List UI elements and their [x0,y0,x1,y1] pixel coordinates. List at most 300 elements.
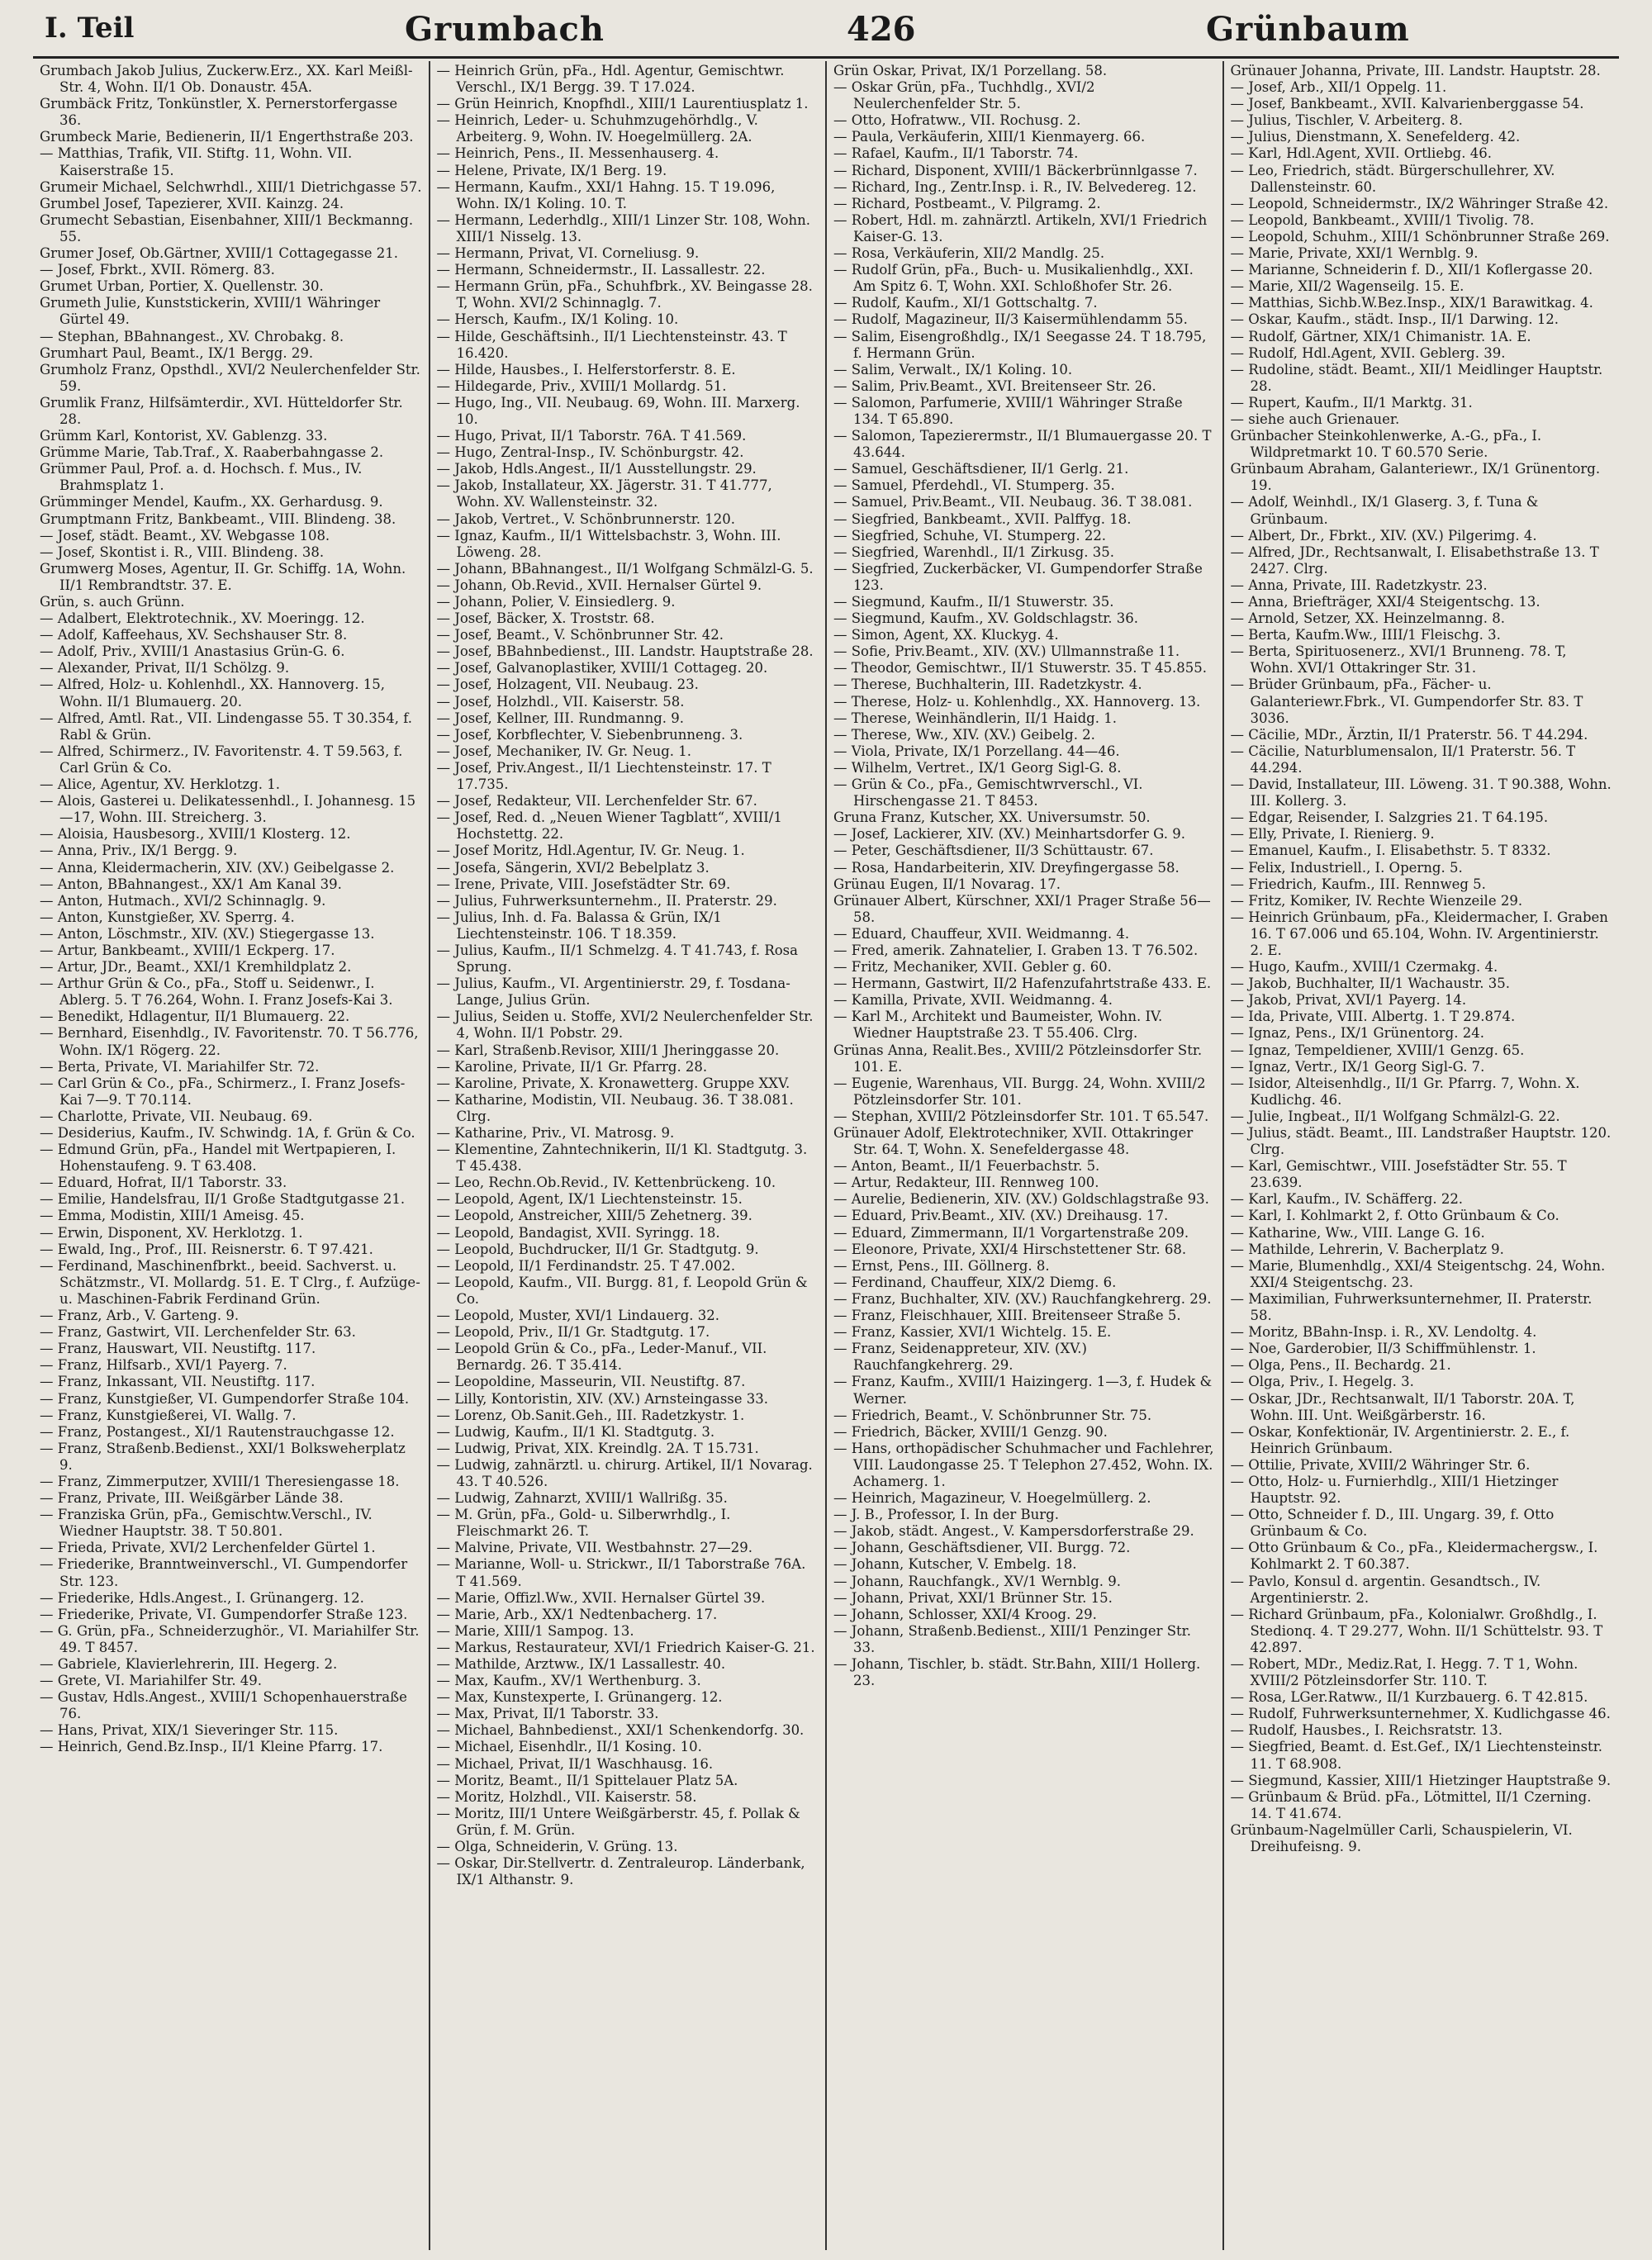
directory-entry: — Ewald, Ing., Prof., III. Reisnerstr. 6. T 97.421. [40,1241,373,1257]
directory-entry: — Viola, Private, IX/1 Porzellang. 44—46. [833,743,1120,759]
directory-entry: Grünas Anna, Realit.Bes., XVIII/2 Pötzleinsdorfer Str. 101. E. [833,1042,1203,1075]
directory-entry: — Ignaz, Pens., IX/1 Grünentorg. 24. [1230,1025,1484,1042]
directory-entry: — Edgar, Reisender, I. Salzgries 21. T 64.195. [1230,810,1549,826]
directory-entry: — Sofie, Priv.Beamt., XIV. (XV.) Ullmannstraße 11. [833,643,1180,660]
directory-entry: — Karl, I. Kohlmarkt 2, f. Otto Grünbaum & Co. [1230,1208,1559,1224]
directory-entry: Grumholz Franz, Opsthdl., XVI/2 Neulerchenfelder Str. 59. [40,361,420,394]
left-running-head: Grumbach [405,10,605,49]
directory-entry: — Anna, Briefträger, XXI/4 Steigentschg. 13. [1230,594,1540,610]
directory-entry: — Grün & Co., pFa., Gemischtwrverschl., VI. Hirschengasse 21. T 8453. [833,776,1143,810]
directory-entry: — Josef, Arb., XII/1 Oppelg. 11. [1230,79,1447,96]
directory-entry: — Hans, Privat, XIX/1 Sieveringer Str. 115. [40,1722,339,1739]
directory-entry: Grünauer Albert, Kürschner, XXI/1 Prager Straße 56—58. [833,892,1211,925]
directory-entry: — Karl, Straßenb.Revisor, XIII/1 Jheringgasse 20. [436,1042,780,1058]
directory-entry: Grumbach Jakob Julius, Zuckerw.Erz., XX. Karl Meißl-Str. 4, Wohn. II/1 Ob. Donaustr. 45A. [40,63,413,96]
directory-entry: — Olga, Priv., I. Hegelg. 3. [1230,1374,1414,1390]
directory-entry: — Samuel, Geschäftsdiener, II/1 Gerlg. 21. [833,461,1129,477]
directory-entry: — Rosa, LGer.Ratww., II/1 Kurzbauerg. 6. T 42.815. [1230,1689,1588,1706]
directory-entry: — Johann, Polier, V. Einsiedlerg. 9. [436,594,676,610]
directory-entry: — Johann, Kutscher, V. Embelg. 18. [833,1556,1077,1573]
directory-entry: — Franz, Kunstgießerei, VI. Wallg. 7. [40,1407,297,1423]
directory-entry: — Jakob, Buchhalter, II/1 Wachaustr. 35. [1230,976,1510,992]
directory-entry: — Jakob, Hdls.Angest., II/1 Ausstellungstr. 29. [436,461,757,477]
directory-entry: — Hugo, Zentral-Insp., IV. Schönburgstr. 42. [436,444,744,461]
directory-entry: — Anton, Löschmstr., XIV. (XV.) Stiegergasse 13. [40,925,375,942]
directory-entry: — Otto Grünbaum & Co., pFa., Kleidermachergsw., I. Kohlmarkt 2. T 60.387. [1230,1540,1598,1573]
directory-entry: — Gustav, Hdls.Angest., XVIII/1 Schopenhauerstraße 76. [40,1689,407,1722]
directory-entry: Grümminger Mendel, Kaufm., XX. Gerhardusg. 9. [40,494,383,510]
directory-entry: — Franz, Inkassant, VII. Neustiftg. 117. [40,1374,316,1390]
directory-entry: — Josef, Bankbeamt., XVII. Kalvarienberggasse 54. [1230,96,1584,112]
directory-entry: — Kamilla, Private, XVII. Weidmanng. 4. [833,992,1113,1009]
directory-entry: Grumecht Sebastian, Eisenbahner, XIII/1 Beckmanng. 55. [40,211,414,245]
directory-entry: — Artur, Bankbeamt., XVIII/1 Eckperg. 17. [40,942,335,958]
directory-entry: — Marie, XII/2 Wagenseilg. 15. E. [1230,278,1464,295]
directory-entry: — Siegfried, Bankbeamt., XVII. Palffyg. 18. [833,510,1132,527]
directory-entry: — Rupert, Kaufm., II/1 Marktg. 31. [1230,394,1473,411]
directory-entry: — Ida, Private, VIII. Albertg. 1. T 29.874. [1230,1009,1516,1025]
directory-entry: — Erwin, Disponent, XV. Herklotzg. 1. [40,1224,303,1241]
directory-entry: — Rudolf, Magazineur, II/3 Kaisermühlendamm 55. [833,311,1188,328]
directory-entry: — Hermann, Kaufm., XXI/1 Hahng. 15. T 19.096, Wohn. IX/1 Koling. 10. T. [436,178,776,211]
directory-entry: — Eugenie, Warenhaus, VII. Burgg. 24, Wohn. XVIII/2 Pötzleinsdorfer Str. 101. [833,1075,1206,1108]
directory-entry: — Rafael, Kaufm., II/1 Taborstr. 74. [833,145,1079,162]
directory-entry: — Anna, Priv., IX/1 Bergg. 9. [40,843,238,859]
directory-entry: — Stephan, BBahnangest., XV. Chrobakg. 8. [40,328,344,344]
directory-entry: — Hermann, Lederhdlg., XIII/1 Linzer Str. 108, Wohn. XIII/1 Nisselg. 13. [436,211,811,245]
directory-entry: — Rudolf, Kaufm., XI/1 Gottschaltg. 7. [833,295,1098,311]
directory-entry: — Franz, Hauswart, VII. Neustiftg. 117. [40,1341,316,1357]
directory-entry: — Oskar, Kaufm., städt. Insp., II/1 Darwing. 12. [1230,311,1559,328]
directory-entry: — Leopold, Schuhm., XIII/1 Schönbrunner Straße 269. [1230,228,1610,245]
directory-entry: — Leopold, Bandagist, XVII. Syringg. 18. [436,1224,720,1241]
directory-entry: — Marie, Blumenhdlg., XXI/4 Steigentschg. 24, Wohn. XXI/4 Steigentschg. 23. [1230,1257,1606,1290]
directory-entry: — Marie, Offizl.Ww., XVII. Hernalser Gürtel 39. [436,1589,766,1606]
column-3 [827,61,1224,2250]
directory-entry: — Grün Heinrich, Knopfhdl., XIII/1 Laurentiusplatz 1. [436,96,809,112]
directory-entry: — Heinrich Grün, pFa., Hdl. Agentur, Gemischtwr. Verschl., IX/1 Bergg. 39. T 17.024. [436,63,785,96]
directory-entry: — Josef, Redakteur, VII. Lerchenfelder Str. 67. [436,793,757,810]
directory-entry: — Rudolf, Gärtner, XIX/1 Chimanistr. 1A. E. [1230,328,1531,344]
directory-entry: — Oskar Grün, pFa., Tuchhdlg., XVI/2 Neulerchenfelder Str. 5. [833,79,1095,112]
directory-entry: — Anton, Kunstgießer, XV. Sperrg. 4. [40,909,295,925]
directory-entry: — Ferdinand, Chauffeur, XIX/2 Diemg. 6. [833,1274,1117,1290]
directory-entry: — Wilhelm, Vertret., IX/1 Georg Sigl-G. 8. [833,759,1122,776]
directory-entry: Grumwerg Moses, Agentur, II. Gr. Schiffg. 1A, Wohn. II/1 Rembrandtstr. 37. E. [40,560,406,593]
directory-entry: — Therese, Buchhalterin, III. Radetzkystr. 4. [833,677,1142,693]
directory-entry: — Franziska Grün, pFa., Gemischtw.Verschl., IV. Wiedner Hauptstr. 38. T 50.801. [40,1507,373,1540]
directory-entry: — Franz, Zimmerputzer, XVIII/1 Theresiengasse 18. [40,1473,400,1489]
directory-entry: — Ignaz, Kaufm., II/1 Wittelsbachstr. 3, Wohn. III. Löweng. 28. [436,527,781,560]
directory-entry: — Josef, Red. d. „Neuen Wiener Tagblatt“, XVIII/1 Hochstettg. 22. [436,810,782,843]
directory-entry: — Karl, Hdl.Agent, XVII. Ortliebg. 46. [1230,145,1492,162]
directory-entry: — Berta, Private, VI. Mariahilfer Str. 72. [40,1058,320,1075]
directory-entry: — Julius, Inh. d. Fa. Balassa & Grün, IX/1 Liechtensteinstr. 106. T 18.359. [436,909,722,942]
directory-entry: Grumhart Paul, Beamt., IX/1 Bergg. 29. [40,344,314,361]
directory-entry: — Rosa, Verkäuferin, XII/2 Mandlg. 25. [833,245,1105,262]
directory-entry: — Julius, Dienstmann, X. Senefelderg. 42. [1230,129,1521,145]
directory-entry: — Artur, JDr., Beamt., XXI/1 Kremhildplatz 2. [40,959,352,976]
directory-entry: — Maximilian, Fuhrwerksunternehmer, II. Praterstr. 58. [1230,1290,1593,1324]
directory-entry: — Jakob, Installateur, XX. Jägerstr. 31. T 41.777, Wohn. XV. Wallensteinstr. 32. [436,477,772,510]
directory-entry: — Josef, Mechaniker, IV. Gr. Neug. 1. [436,743,692,759]
directory-entry: — Ferdinand, Maschinenfbrkt., beeid. Sachverst. u. Schätzmstr., VI. Mollardg. 51. E. T Clrg., f. Aufzüge- u. Maschinen-Fabrik Ferdinand Grün. [40,1257,420,1307]
directory-entry: — Franz, Kaufm., XVIII/1 Haizingerg. 1—3, f. Hudek & Werner. [833,1374,1213,1407]
directory-entry: — Rosa, Handarbeiterin, XIV. Dreyfingergasse 58. [833,859,1180,876]
directory-entry: — Josef, Holzagent, VII. Neubaug. 23. [436,677,699,693]
directory-entry: — Moritz, III/1 Untere Weißgärberstr. 45, f. Pollak & Grün, f. M. Grün. [436,1805,800,1838]
directory-entry: — Mathilde, Arztww., IX/1 Lassallestr. 40. [436,1656,726,1672]
directory-entry: — Josef, Galvanoplastiker, XVIII/1 Cottageg. 20. [436,660,768,677]
directory-entry: — Carl Grün & Co., pFa., Schirmerz., I. Franz Josefs-Kai 7—9. T 70.114. [40,1075,406,1108]
directory-entry: — Friedrich, Kaufm., III. Rennweg 5. [1230,876,1486,892]
directory-entry: — Lilly, Kontoristin, XIV. (XV.) Arnsteingasse 33. [436,1390,769,1407]
directory-entry: — Franz, Arb., V. Garteng. 9. [40,1308,240,1324]
directory-entry: — Hildegarde, Priv., XVIII/1 Mollardg. 51. [436,377,727,394]
directory-entry: — Heinrich, Gend.Bz.Insp., II/1 Kleine Pfarrg. 17. [40,1739,383,1755]
directory-entry: — Johann, Straßenb.Bedienst., XIII/1 Penzinger Str. 33. [833,1622,1191,1655]
directory-entry: — Marianne, Woll- u. Strickwr., II/1 Taborstraße 76A. T 41.569. [436,1556,806,1589]
directory-entry: — Brüder Grünbaum, pFa., Fächer- u. Galanteriewr.Fbrk., VI. Gumpendorfer Str. 83. T 3036. [1230,677,1583,726]
directory-entry: — Leopold, II/1 Ferdinandstr. 25. T 47.002. [436,1257,736,1274]
directory-entry: — Max, Kaufm., XV/1 Werthenburg. 3. [436,1673,701,1689]
directory-entry: — Helene, Private, IX/1 Berg. 19. [436,162,667,178]
right-running-head: Grünbaum [1206,10,1410,49]
directory-entry: — Matthias, Trafik, VII. Stiftg. 11, Wohn. VII. Kaiserstraße 15. [40,145,353,178]
directory-entry: — Eleonore, Private, XXI/4 Hirschstettener Str. 68. [833,1241,1187,1257]
directory-entry: — J. B., Professor, I. In der Burg. [833,1507,1059,1523]
directory-entry: — Rudolf, Hausbes., I. Reichsratstr. 13. [1230,1722,1502,1739]
directory-entry: — Leopold, Kaufm., VII. Burgg. 81, f. Leopold Grün & Co. [436,1274,808,1307]
directory-entry: — Albert, Dr., Fbrkt., XIV. (XV.) Pilgerimg. 4. [1230,527,1537,544]
directory-entry: — Emma, Modistin, XIII/1 Ameisg. 45. [40,1208,305,1224]
directory-entry: — Aurelie, Bedienerin, XIV. (XV.) Goldschlagstraße 93. [833,1191,1209,1208]
directory-entry: — Eduard, Chauffeur, XVII. Weidmanng. 4. [833,925,1130,942]
directory-entry: — Richard, Ing., Zentr.Insp. i. R., IV. Belvedereg. 12. [833,178,1197,195]
directory-entry: — Klementine, Zahntechnikerin, II/1 Kl. Stadtgutg. 3. T 45.438. [436,1142,808,1175]
directory-entry: — Franz, Kassier, XVI/1 Wichtelg. 15. E. [833,1324,1112,1341]
directory-entry: — siehe auch Grienauer. [1230,411,1400,427]
directory-entry: — Ottilie, Private, XVIII/2 Währinger Str. 6. [1230,1456,1531,1473]
directory-entry: — Hilde, Geschäftsinh., II/1 Liechtensteinstr. 43. T 16.420. [436,328,787,361]
directory-entry: — Heinrich Grünbaum, pFa., Kleidermacher, I. Graben 16. T 67.006 und 65.104, Wohn. IV. Argentinierstr. 2. E. [1230,909,1608,958]
column-2 [430,61,828,2250]
directory-entry: — Lorenz, Ob.Sanit.Geh., III. Radetzkystr. 1. [436,1407,745,1423]
directory-entry: — Arthur Grün & Co., pFa., Stoff u. Seidenwr., I. Ablerg. 5. T 76.264, Wohn. I. Franz Josefs-Kai 3. [40,976,393,1009]
directory-entry: — Isidor, Alteisenhdlg., II/1 Gr. Pfarrg. 7, Wohn. X. Kudlichg. 46. [1230,1075,1580,1108]
directory-entry: — Gabriele, Klavierlehrerin, III. Hegerg. 2. [40,1656,338,1672]
directory-entry: — Aloisia, Hausbesorg., XVIII/1 Klosterg. 12. [40,826,351,843]
directory-entry: Grumbeck Marie, Bedienerin, II/1 Engerthstraße 203. [40,129,414,145]
directory-entry: — Theodor, Gemischtwr., II/1 Stuwerstr. 35. T 45.855. [833,660,1207,677]
directory-entry: — Salomon, Tapezierermstr., II/1 Blumauergasse 20. T 43.644. [833,428,1212,461]
directory-entry: — Hans, orthopädischer Schuhmacher und Fachlehrer, VIII. Laudongasse 25. T Telephon 27.452, Wohn. IX. Achamerg. 1. [833,1440,1214,1489]
directory-entry: — Jakob, städt. Angest., V. Kampersdorferstraße 29. [833,1523,1194,1540]
directory-entry: Grünau Eugen, II/1 Novarag. 17. [833,876,1061,892]
directory-entry: — Jakob, Privat, XVI/1 Payerg. 14. [1230,992,1467,1009]
directory-entry: — Samuel, Pferdehdl., VI. Stumperg. 35. [833,477,1115,494]
directory-entry: — Otto, Hofratww., VII. Rochusg. 2. [833,112,1081,129]
directory-entry: — Therese, Ww., XIV. (XV.) Geibelg. 2. [833,726,1095,743]
directory-entry: Grumptmann Fritz, Bankbeamt., VIII. Blindeng. 38. [40,510,396,527]
directory-entry: — Ernst, Pens., III. Göllnerg. 8. [833,1257,1050,1274]
directory-entry: — Johann, Geschäftsdiener, VII. Burgg. 72. [833,1540,1131,1556]
directory-entry: — Max, Kunstexperte, I. Grünangerg. 12. [436,1689,723,1706]
directory-entry: — Johann, Schlosser, XXI/4 Kroog. 29. [833,1606,1097,1622]
directory-entry: — Julie, Ingbeat., II/1 Wolfgang Schmälzl-G. 22. [1230,1108,1560,1124]
directory-entry: — Josef, Korbflechter, V. Siebenbrunneng. 3. [436,726,743,743]
directory-entry: — Marie, Arb., XX/1 Nedtenbacherg. 17. [436,1606,718,1622]
directory-entry: — Josef, Lackierer, XIV. (XV.) Meinhartsdorfer G. 9. [833,826,1185,843]
directory-entry: — Moritz, Beamt., II/1 Spittelauer Platz 5A. [436,1772,738,1788]
directory-entry: — Oskar, Dir.Stellvertr. d. Zentraleurop. Länderbank, IX/1 Althanstr. 9. [436,1855,805,1888]
directory-entry: — Matthias, Sichb.W.Bez.Insp., XIX/1 Barawitkag. 4. [1230,295,1593,311]
directory-entry: — Josef, Bäcker, X. Troststr. 68. [436,610,655,627]
directory-entry: — Hermann Grün, pFa., Schuhfbrk., XV. Beingasse 28. T, Wohn. XVI/2 Schinnaglg. 7. [436,278,813,311]
directory-entry: Grümmer Paul, Prof. a. d. Hochsch. f. Mus., IV. Brahmsplatz 1. [40,461,363,494]
directory-entry: Grünauer Johanna, Private, III. Landstr. Hauptstr. 28. [1230,63,1601,78]
directory-entry: — Paula, Verkäuferin, XIII/1 Kienmayerg. 66. [833,129,1146,145]
directory-entry: — Grünbaum & Brüd. pFa., Lötmittel, II/1 Czerning. 14. T 41.674. [1230,1788,1592,1821]
directory-entry: — Johann, Ob.Revid., XVII. Hernalser Gürtel 9. [436,577,762,593]
directory-entry: — Franz, Seidenappreteur, XIV. (XV.) Rauchfangkehrerg. 29. [833,1341,1087,1374]
directory-entry: — Robert, MDr., Mediz.Rat, I. Hegg. 7. T 1, Wohn. XVIII/2 Pötzleinsdorfer Str. 110. T. [1230,1656,1578,1689]
directory-entry: — Alois, Gasterei u. Delikatessenhdl., I. Johannesg. 15—17, Wohn. III. Streicherg. 3. [40,793,416,826]
directory-entry: — Alice, Agentur, XV. Herklotzg. 1. [40,776,281,793]
directory-entry: — Robert, Hdl. m. zahnärztl. Artikeln, XVI/1 Friedrich Kaiser-G. 13. [833,211,1208,245]
directory-entry: — Emanuel, Kaufm., I. Elisabethstr. 5. T 8332. [1230,843,1551,859]
directory-entry: — Hugo, Privat, II/1 Taborstr. 76A. T 41.569. [436,428,747,444]
directory-entry: — Eduard, Priv.Beamt., XIV. (XV.) Dreihausg. 17. [833,1208,1169,1224]
directory-entry: — Katharine, Modistin, VII. Neubaug. 36. T 38.081. Clrg. [436,1091,794,1124]
directory-entry: — Irene, Private, VIII. Josefstädter Str. 69. [436,876,731,892]
directory-entry: Grünauer Adolf, Elektrotechniker, XVII. Ottakringer Str. 64. T, Wohn. X. Senefeldergasse 48. [833,1125,1194,1158]
directory-entry: — Max, Privat, II/1 Taborstr. 33. [436,1706,659,1722]
directory-entry: — Karoline, Private, II/1 Gr. Pfarrg. 28. [436,1058,708,1075]
directory-entry: — Leopold, Schneidermstr., IX/2 Währinger Straße 42. [1230,195,1609,211]
directory-entry: — Johann, Tischler, b. städt. Str.Bahn, XIII/1 Hollerg. 23. [833,1656,1201,1689]
directory-entry: Grümme Marie, Tab.Traf., X. Raaberbahngasse 2. [40,444,384,461]
directory-entry: — Cäcilie, Naturblumensalon, II/1 Praterstr. 56. T 44.294. [1230,743,1576,776]
directory-entry: — Franz, Straßenb.Bedienst., XXI/1 Bolksweherplatz 9. [40,1440,406,1473]
directory-entry: — Julius, Seiden u. Stoffe, XVI/2 Neulerchenfelder Str. 4, Wohn. II/1 Pobstr. 29. [436,1009,814,1042]
directory-entry: — Leo, Friedrich, städt. Bürgerschullehrer, XV. Dallensteinstr. 60. [1230,162,1555,195]
directory-entry: — Richard Grünbaum, pFa., Kolonialwr. Großhdlg., I. Stedionq. 4. T 29.277, Wohn. II/1 Schüttelstr. 93. T 42.897. [1230,1606,1603,1655]
directory-entry: — Karl, Kaufm., IV. Schäfferg. 22. [1230,1191,1464,1208]
directory-entry: — Salim, Eisengroßhdlg., IX/1 Seegasse 24. T 18.795, f. Hermann Grün. [833,328,1207,361]
directory-entry: — Franz, Buchhalter, XIV. (XV.) Rauchfangkehrerg. 29. [833,1290,1212,1307]
directory-entry: Grumbäck Fritz, Tonkünstler, X. Pernerstorfergasse 36. [40,96,398,129]
directory-entry: — Otto, Schneider f. D., III. Ungarg. 39, f. Otto Grünbaum & Co. [1230,1507,1555,1540]
directory-entry: — Alfred, Amtl. Rat., VII. Lindengasse 55. T 30.354, f. Rabl & Grün. [40,710,413,743]
directory-entry: — Alexander, Privat, II/1 Schölzg. 9. [40,660,290,677]
directory-entry: — Alfred, Schirmerz., IV. Favoritenstr. 4. T 59.563, f. Carl Grün & Co. [40,743,403,776]
directory-entry: Grümm Karl, Kontorist, XV. Gablenzg. 33. [40,428,328,444]
directory-entry: Grün Oskar, Privat, IX/1 Porzellang. 58. [833,63,1108,78]
page-number: 426 [847,10,916,49]
directory-entry: — Desiderius, Kaufm., IV. Schwindg. 1A, f. Grün & Co. [40,1125,415,1141]
directory-entry: — Grete, VI. Mariahilfer Str. 49. [40,1673,263,1689]
directory-entry: — Pavlo, Konsul d. argentin. Gesandtsch., IV. Argentinierstr. 2. [1230,1573,1541,1606]
directory-entry: — Elly, Private, I. Rienierg. 9. [1230,826,1435,843]
directory-entry: — Julius, Kaufm., VI. Argentinierstr. 29, f. Tosdana-Lange, Julius Grün. [436,976,790,1009]
column-1 [33,61,430,2250]
directory-entry: — Franz, Private, III. Weißgärber Lände 38. [40,1490,344,1507]
directory-entry: — Josef, BBahnbedienst., III. Landstr. Hauptstraße 28. [436,643,814,660]
directory-entry: — Leopold Grün & Co., pFa., Leder-Manuf., VII. Bernardg. 26. T 35.414. [436,1341,767,1374]
directory-entry: — Simon, Agent, XX. Kluckyg. 4. [833,627,1059,643]
directory-entry: — Siegfried, Zuckerbäcker, VI. Gumpendorfer Straße 123. [833,560,1203,593]
directory-entry: — Leo, Rechn.Ob.Revid., IV. Kettenbrückeng. 10. [436,1175,776,1191]
directory-entry: — Olga, Pens., II. Bechardg. 21. [1230,1357,1451,1374]
directory-entry: — Julius, Fuhrwerksunternehm., II. Praterstr. 29. [436,892,777,909]
directory-entry: — Marie, Private, XXI/1 Wernblg. 9. [1230,245,1479,262]
directory-entry: — Franz, Postangest., XI/1 Rautenstrauchgasse 12. [40,1423,395,1440]
directory-entry: — Therese, Weinhändlerin, II/1 Haidg. 1. [833,710,1117,726]
directory-entry: — Ignaz, Tempeldiener, XVIII/1 Genzg. 65. [1230,1042,1525,1058]
directory-entry: — Adolf, Kaffeehaus, XV. Sechshauser Str. 8. [40,627,348,643]
directory-entry: — Josef, Holzhdl., VII. Kaiserstr. 58. [436,693,685,710]
directory-entry: — Leopold, Anstreicher, XIII/5 Zehetnerg. 39. [436,1208,752,1224]
directory-entry: Gruna Franz, Kutscher, XX. Universumstr. 50. [833,810,1151,826]
directory-entry: Grumlik Franz, Hilfsämterdir., XVI. Hütteldorfer Str. 28. [40,394,403,427]
directory-entry: — Eduard, Hofrat, II/1 Taborstr. 33. [40,1175,287,1191]
directory-entry: — Anton, Hutmach., XVI/2 Schinnaglg. 9. [40,892,326,909]
directory-entry: — Friedrich, Beamt., V. Schönbrunner Str. 75. [833,1407,1152,1423]
directory-entry: Grünbaum Abraham, Galanteriewr., IX/1 Grünentorg. 19. [1230,461,1601,494]
directory-entry: — Noe, Garderobier, II/3 Schiffmühlenstr. 1. [1230,1341,1536,1357]
directory-entry: — Friedrich, Bäcker, XVIII/1 Genzg. 90. [833,1423,1108,1440]
directory-entry: — Josef, Kellner, III. Rundmanng. 9. [436,710,685,726]
directory-entry: — Felix, Industriell., I. Operng. 5. [1230,859,1463,876]
directory-entry: — Karl M., Architekt und Baumeister, Wohn. IV. Wiedner Hauptstraße 23. T 55.406. Clrg. [833,1009,1163,1042]
directory-entry: — Alfred, Holz- u. Kohlenhdl., XX. Hannoverg. 15, Wohn. II/1 Blumauerg. 20. [40,677,385,710]
directory-entry: — Stephan, XVIII/2 Pötzleinsdorfer Str. 101. T 65.547. [833,1108,1209,1124]
part-label: I. Teil [45,12,135,45]
directory-entry: — Salomon, Parfumerie, XVIII/1 Währinger Straße 134. T 65.890. [833,394,1183,427]
directory-entry: — Franz, Gastwirt, VII. Lerchenfelder Str. 63. [40,1324,356,1341]
directory-entry: — Franz, Fleischhauer, XIII. Breitenseer Straße 5. [833,1308,1181,1324]
directory-entry: — Bernhard, Eisenhdlg., IV. Favoritenstr. 70. T 56.776, Wohn. IX/1 Rögerg. 22. [40,1025,419,1058]
directory-entry: — Josef, Fbrkt., XVII. Römerg. 83. [40,262,275,278]
directory-entry: — Josef Moritz, Hdl.Agentur, IV. Gr. Neug. 1. [436,843,745,859]
directory-entry: — Richard, Postbeamt., V. Pilgramg. 2. [833,195,1101,211]
directory-entry: — Siegfried, Beamt. d. Est.Gef., IX/1 Liechtensteinstr. 11. T 68.908. [1230,1739,1603,1772]
directory-entry: — Anna, Kleidermacherin, XIV. (XV.) Geibelgasse 2. [40,859,395,876]
directory-entry: — Franz, Hilfsarb., XVI/1 Payerg. 7. [40,1357,287,1374]
directory-entry: — Peter, Geschäftsdiener, II/3 Schüttaustr. 67. [833,843,1154,859]
directory-entry: — Johann, Rauchfangk., XV/1 Wernblg. 9. [833,1573,1121,1589]
directory-entry: — Leopoldine, Masseurin, VII. Neustiftg. 87. [436,1374,746,1390]
directory-entry: — Richard, Disponent, XVIII/1 Bäckerbrünnlgasse 7. [833,162,1198,178]
directory-entry: — Michael, Privat, II/1 Waschhausg. 16. [436,1755,714,1772]
directory-entry: Grünbacher Steinkohlenwerke, A.-G., pFa., I. Wildpretmarkt 10. T 60.570 Serie. [1230,428,1542,461]
directory-entry: — Adolf, Priv., XVIII/1 Anastasius Grün-G. 6. [40,643,345,660]
directory-entry: — Salim, Verwalt., IX/1 Koling. 10. [833,361,1073,377]
directory-entry: — Emilie, Handelsfrau, II/1 Große Stadtgutgasse 21. [40,1191,406,1208]
directory-entry: — Oskar, JDr., Rechtsanwalt, II/1 Taborstr. 20A. T, Wohn. III. Unt. Weißgärberstr. 16. [1230,1390,1575,1423]
directory-entry: — Ludwig, Zahnarzt, XVIII/1 Wallrißg. 35. [436,1490,728,1507]
directory-entry: — Adolf, Weinhdl., IX/1 Glaserg. 3, f. Tuna & Grünbaum. [1230,494,1539,527]
directory-entry: — Olga, Schneiderin, V. Grüng. 13. [436,1839,678,1855]
directory-entry: — Friederike, Hdls.Angest., I. Grünangerg. 12. [40,1589,364,1606]
directory-entry: — Julius, Kaufm., II/1 Schmelzg. 4. T 41.743, f. Rosa Sprung. [436,942,798,976]
directory-entry: — Julius, Tischler, V. Arbeiterg. 8. [1230,112,1463,129]
directory-entry: — Siegfried, Schuhe, VI. Stumperg. 22. [833,527,1107,544]
directory-entry: — Leopold, Agent, IX/1 Liechtensteinstr. 15. [436,1191,743,1208]
directory-entry: — Franz, Kunstgießer, VI. Gumpendorfer Straße 104. [40,1390,410,1407]
directory-entry: — Leopold, Muster, XVI/1 Lindauerg. 32. [436,1308,719,1324]
directory-columns [33,61,1619,2250]
directory-entry: — Frieda, Private, XVI/2 Lerchenfelder Gürtel 1. [40,1540,376,1556]
directory-entry: — Karoline, Private, X. Kronawetterg. Gruppe XXV. [436,1075,790,1091]
directory-entry: — Karl, Gemischtwr., VIII. Josefstädter Str. 55. T 23.639. [1230,1158,1567,1191]
directory-entry: — Katharine, Priv., VI. Matrosg. 9. [436,1125,675,1141]
directory-entry: — Cäcilie, MDr., Ärztin, II/1 Praterstr. 56. T 44.294. [1230,726,1588,743]
directory-entry: — David, Installateur, III. Löweng. 31. T 90.388, Wohn. III. Kollerg. 3. [1230,776,1612,810]
directory-entry: — Mathilde, Lehrerin, V. Bacherplatz 9. [1230,1241,1504,1257]
directory-entry: — M. Grün, pFa., Gold- u. Silberwrhdlg., I. Fleischmarkt 26. T. [436,1507,731,1540]
directory-entry: — Anton, Beamt., II/1 Feuerbachstr. 5. [833,1158,1100,1175]
directory-entry: — Heinrich, Magazineur, V. Hoegelmüllerg. 2. [833,1490,1151,1507]
directory-entry: — Anna, Private, III. Radetzkystr. 23. [1230,577,1488,593]
directory-entry: — Siegmund, Kaufm., II/1 Stuwerstr. 35. [833,594,1114,610]
directory-entry: — Heinrich, Leder- u. Schuhmzugehörhdlg., V. Arbeiterg. 9, Wohn. IV. Hoegelmüllerg. 2A. [436,112,758,145]
directory-entry: Grumbel Josef, Tapezierer, XVII. Kainzg. 24. [40,195,344,211]
directory-entry: — Michael, Eisenhdlr., II/1 Kosing. 10. [436,1739,702,1755]
directory-entry: — Therese, Holz- u. Kohlenhdlg., XX. Hannoverg. 13. [833,693,1201,710]
directory-entry: — Josef, städt. Beamt., XV. Webgasse 108. [40,527,330,544]
directory-entry: — Rudolf Grün, pFa., Buch- u. Musikalienhdlg., XXI. Am Spitz 6. T, Wohn. XXI. Schloßhofer Str. 26. [833,262,1194,295]
directory-entry: — Adalbert, Elektrotechnik., XV. Moeringg. 12. [40,610,365,627]
page-header [33,7,1619,59]
directory-entry: — Marie, XIII/1 Sampog. 13. [436,1622,634,1639]
directory-entry: — Michael, Bahnbedienst., XXI/1 Schenkendorfg. 30. [436,1722,805,1739]
directory-entry: — Oskar, Konfektionär, IV. Argentinierstr. 2. E., f. Heinrich Grünbaum. [1230,1423,1570,1456]
directory-entry: — Salim, Priv.Beamt., XVI. Breitenseer Str. 26. [833,377,1156,394]
directory-entry: — Jakob, Vertret., V. Schönbrunnerstr. 120. [436,510,736,527]
directory-entry: — G. Grün, pFa., Schneiderzughör., VI. Mariahilfer Str. 49. T 8457. [40,1622,420,1655]
directory-entry: — Leopold, Bankbeamt., XVIII/1 Tivolig. 78. [1230,211,1535,228]
directory-entry: — Julius, städt. Beamt., III. Landstraßer Hauptstr. 120. Clrg. [1230,1125,1612,1158]
directory-entry: — Benedikt, Hdlagentur, II/1 Blumauerg. 22. [40,1009,350,1025]
directory-entry: — Marianne, Schneiderin f. D., XII/1 Koflergasse 20. [1230,262,1593,278]
directory-entry: — Rudolf, Hdl.Agent, XVII. Geblerg. 39. [1230,344,1506,361]
directory-entry: — Josef, Skontist i. R., VIII. Blindeng. 38. [40,544,325,560]
directory-entry: — Eduard, Zimmermann, II/1 Vorgartenstraße 209. [833,1224,1189,1241]
directory-entry: Grumer Josef, Ob.Gärtner, XVIII/1 Cottagegasse 21. [40,245,398,262]
directory-entry: — Ludwig, Kaufm., II/1 Kl. Stadtgutg. 3. [436,1423,715,1440]
directory-entry: — Heinrich, Pens., II. Messenhauserg. 4. [436,145,719,162]
directory-entry: — Alfred, JDr., Rechtsanwalt, I. Elisabethstraße 13. T 2427. Clrg. [1230,544,1599,577]
directory-entry: — Hilde, Hausbes., I. Helferstorferstr. 8. E. [436,361,736,377]
directory-entry: — Josef, Priv.Angest., II/1 Liechtensteinstr. 17. T 17.735. [436,759,771,793]
directory-entry: — Samuel, Priv.Beamt., VII. Neubaug. 36. T 38.081. [833,494,1193,510]
directory-entry: — Charlotte, Private, VII. Neubaug. 69. [40,1108,313,1124]
directory-entry: Grumeir Michael, Selchwrhdl., XIII/1 Dietrichgasse 57. [40,178,422,195]
directory-entry: — Ignaz, Vertr., IX/1 Georg Sigl-G. 7. [1230,1058,1485,1075]
directory-entry: — Siegmund, Kaufm., XV. Goldschlagstr. 36. [833,610,1139,627]
directory-entry: — Moritz, Holzhdl., VII. Kaiserstr. 58. [436,1788,697,1805]
directory-entry: — Artur, Redakteur, III. Rennweg 100. [833,1175,1099,1191]
directory-entry: — Hermann, Privat, VI. Corneliusg. 9. [436,245,700,262]
directory-entry: — Hugo, Kaufm., XVIII/1 Czermakg. 4. [1230,959,1498,976]
column-4 [1224,61,1620,2250]
directory-entry: — Fred, amerik. Zahnatelier, I. Graben 13. T 76.502. [833,942,1199,958]
directory-entry: — Fritz, Mechaniker, XVII. Gebler g. 60. [833,959,1112,976]
directory-entry: — Katharine, Ww., VIII. Lange G. 16. [1230,1224,1485,1241]
directory-entry: — Hugo, Ing., VII. Neubaug. 69, Wohn. III. Marxerg. 10. [436,394,800,427]
